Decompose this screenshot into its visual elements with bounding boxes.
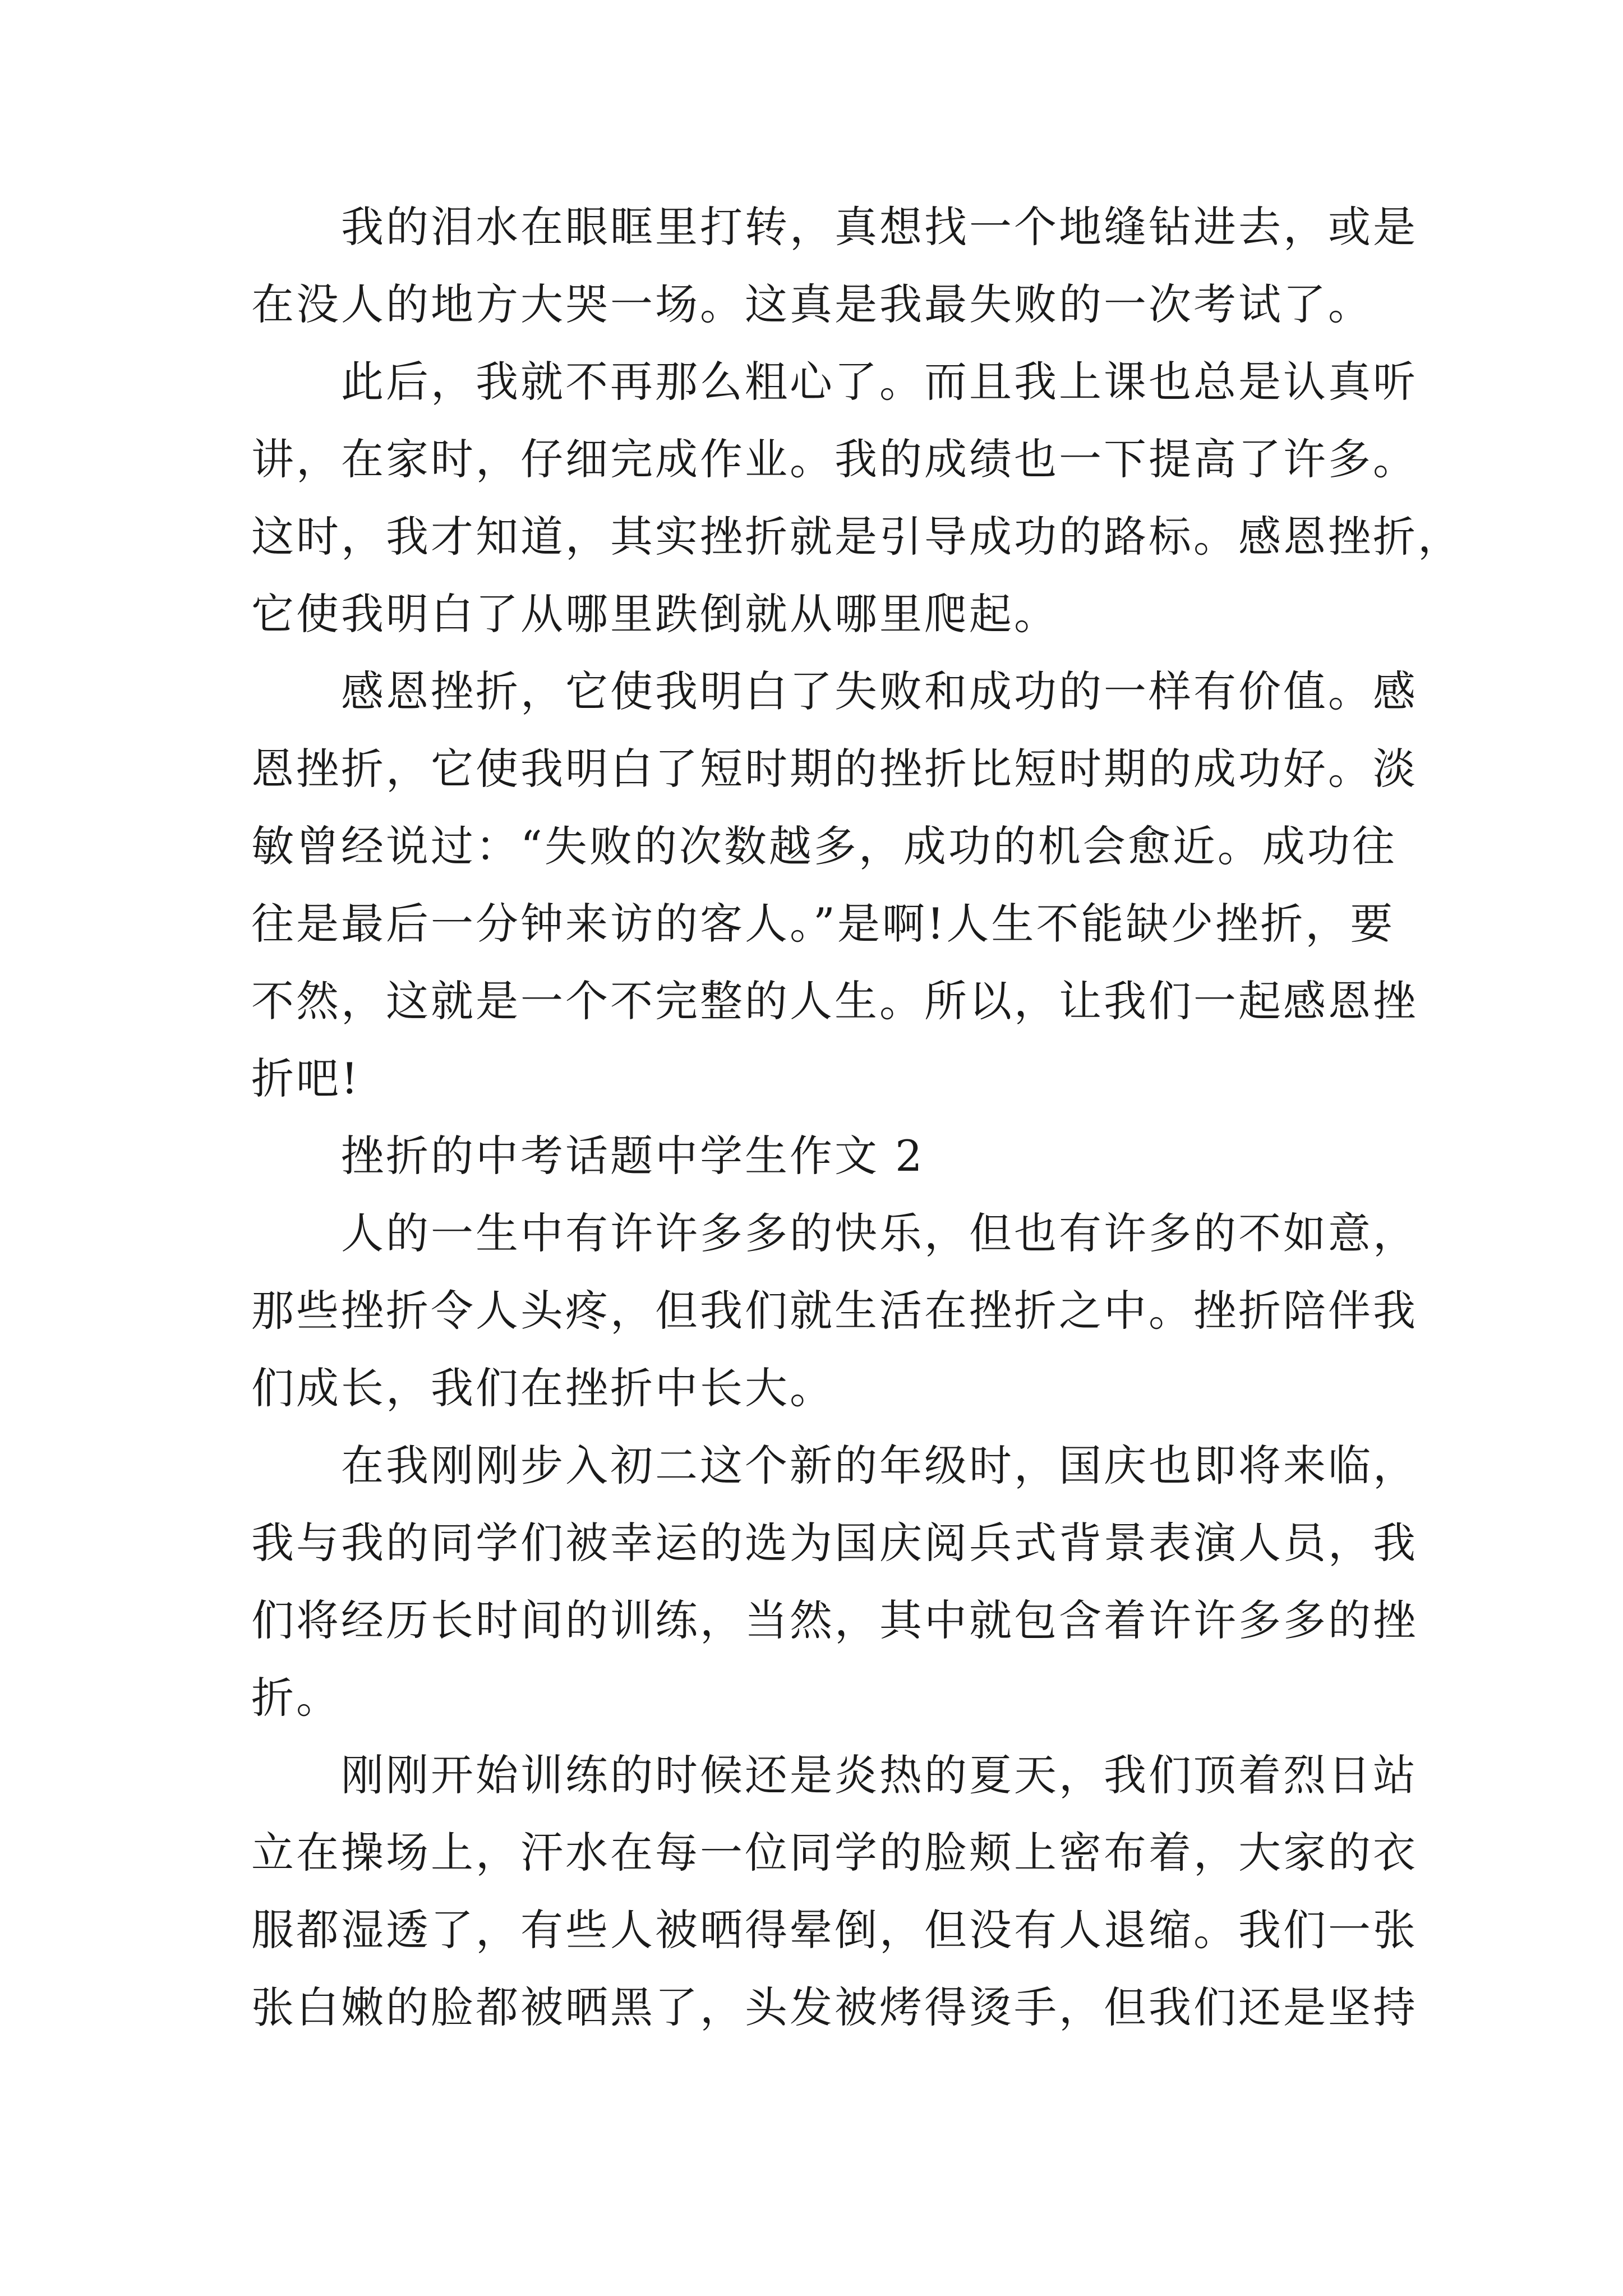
text-line: 感恩挫折，它使我明白了失败和成功的一样有价值。感 <box>251 666 1418 716</box>
section-heading: 挫折的中考话题中学生作文 2 <box>251 1131 925 1181</box>
text-line: 此后，我就不再那么粗心了。而且我上课也总是认真听 <box>251 357 1418 407</box>
text-line: 我与我的同学们被幸运的选为国庆阅兵式背景表演人员，我 <box>251 1518 1418 1568</box>
text-line: 人的一生中有许许多多的快乐，但也有许多的不如意， <box>251 1208 1418 1258</box>
text-line: 在我刚刚步入初二这个新的年级时，国庆也即将来临， <box>251 1441 1418 1490</box>
text-line: 不然，这就是一个不完整的人生。所以，让我们一起感恩挫 <box>251 976 1418 1026</box>
text-line: 恩挫折，它使我明白了短时期的挫折比短时期的成功好。淡 <box>251 744 1418 794</box>
text-line: 这时，我才知道，其实挫折就是引导成功的路标。感恩挫折， <box>251 512 1463 562</box>
text-line: 折吧! <box>251 1053 361 1103</box>
text-line: 它使我明白了从哪里跌倒就从哪里爬起。 <box>251 589 1059 639</box>
text-line: 讲，在家时，仔细完成作业。我的成绩也一下提高了许多。 <box>251 434 1418 484</box>
text-line: 敏曾经说过：“失败的次数越多，成功的机会愈近。成功往 <box>251 821 1397 871</box>
text-line: 刚刚开始训练的时候还是炎热的夏天，我们顶着烈日站 <box>251 1750 1418 1800</box>
text-line: 那些挫折令人头疼，但我们就生活在挫折之中。挫折陪伴我 <box>251 1286 1418 1336</box>
document-body <box>251 188 1463 2046</box>
text-line: 立在操场上，汗水在每一位同学的脸颊上密布着，大家的衣 <box>251 1828 1418 1878</box>
text-line: 折。 <box>251 1673 341 1723</box>
text-line: 们将经历长时间的训练，当然，其中就包含着许许多多的挫 <box>251 1595 1418 1645</box>
text-line: 往是最后一分钟来访的客人。”是啊!人生不能缺少挫折，要 <box>251 899 1395 949</box>
text-line: 我的泪水在眼眶里打转，真想找一个地缝钻进去，或是 <box>251 202 1418 252</box>
text-line: 张白嫩的脸都被晒黑了，头发被烤得烫手，但我们还是坚持 <box>251 1982 1418 2032</box>
text-line: 服都湿透了，有些人被晒得晕倒，但没有人退缩。我们一张 <box>251 1905 1418 1955</box>
text-line: 在没人的地方大哭一场。这真是我最失败的一次考试了。 <box>251 279 1373 329</box>
text-line: 们成长，我们在挫折中长大。 <box>251 1363 834 1413</box>
